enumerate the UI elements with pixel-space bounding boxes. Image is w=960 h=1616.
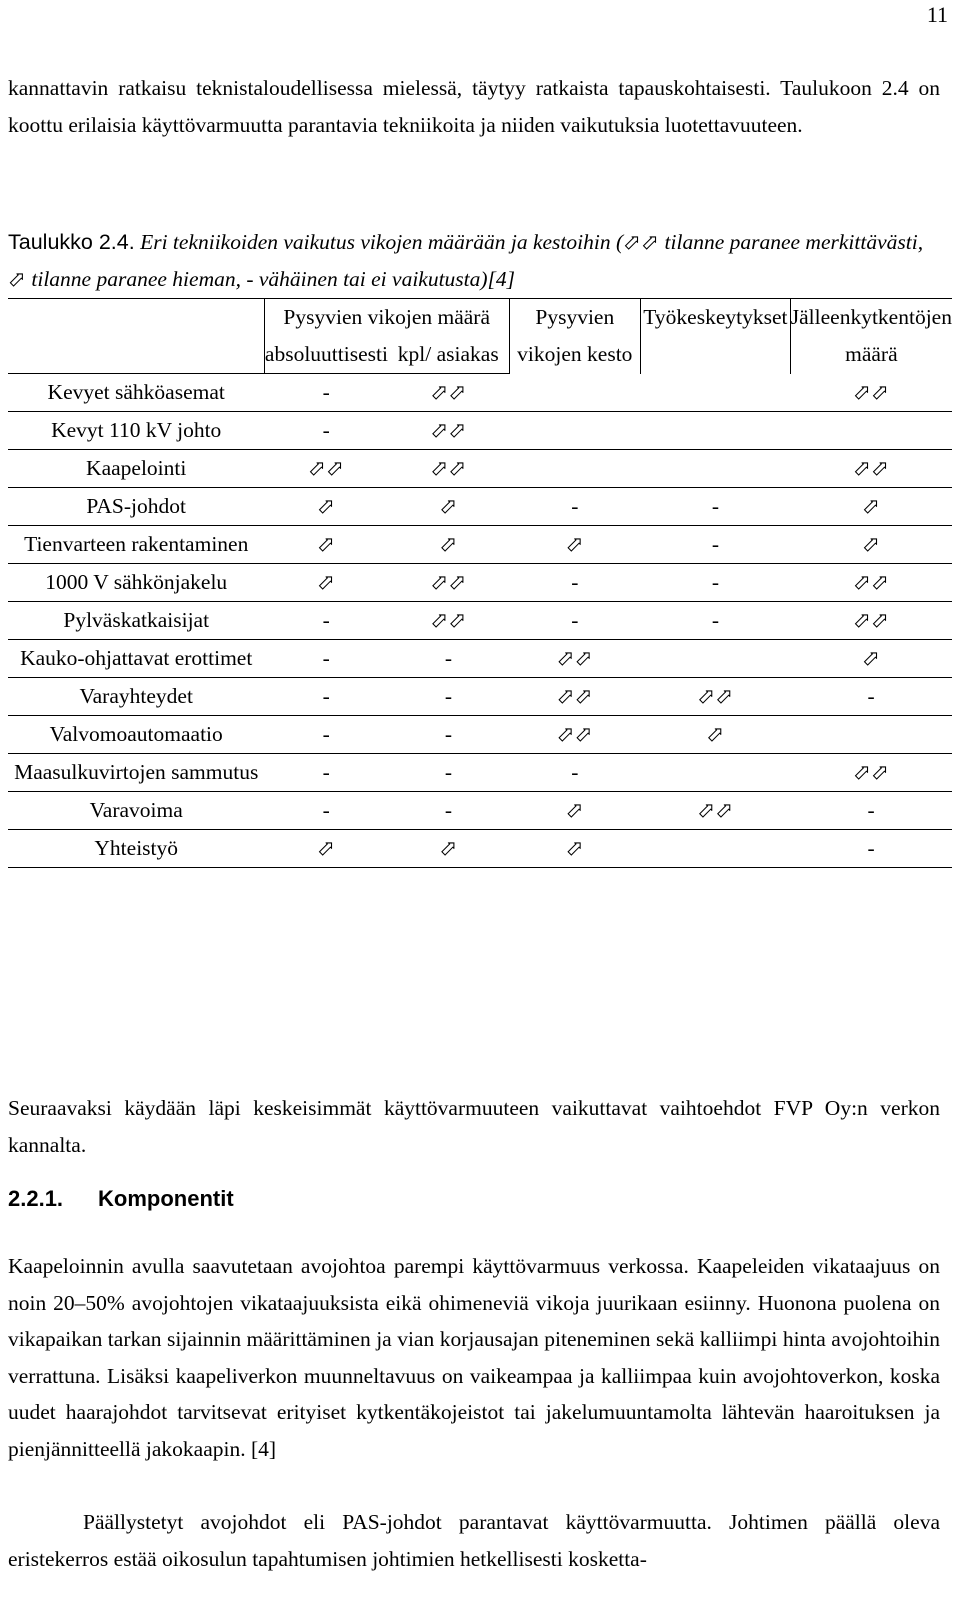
row-value-c4: ⬀ [641, 716, 791, 754]
header-defect-count: Pysyvien vikojen määrä [264, 299, 509, 337]
row-value-c3: ⬀⬀ [509, 678, 641, 716]
table-row [8, 564, 952, 602]
row-value-c4: ⬀⬀ [641, 792, 791, 830]
row-label: Kaapelointi [8, 450, 264, 488]
header-per-customer: kpl/ asiakas [388, 336, 509, 374]
row-value-c2: ⬀ [388, 488, 509, 526]
row-value-c2: ⬀⬀ [388, 564, 509, 602]
row-value-c1: ⬀ [264, 564, 388, 602]
row-value-c3 [509, 412, 641, 450]
row-value-c4 [641, 374, 791, 412]
row-value-c2: ⬀⬀ [388, 374, 509, 412]
row-value-c2: - [388, 640, 509, 678]
row-value-c3: ⬀ [509, 792, 641, 830]
row-value-c5: ⬀ [790, 488, 952, 526]
caption-label: Taulukko 2.4. [8, 230, 135, 254]
row-value-c4: - [641, 602, 791, 640]
row-value-c5 [790, 412, 952, 450]
row-value-c1: - [264, 792, 388, 830]
row-value-c1: ⬀ [264, 488, 388, 526]
row-value-c2: ⬀ [388, 830, 509, 868]
intro-paragraph: kannattavin ratkaisu teknistaloudellisessa mielessä, täytyy ratkaista tapauskohtaisesti. Taulukoon 2.4 on koottu erilaisia käyttövarmuutta parantavia tekniikoita ja niiden vaikutuksia luotettavuuteen. [8, 76, 940, 137]
row-value-c4 [641, 754, 791, 792]
table-row [8, 640, 952, 678]
row-value-c4: ⬀⬀ [641, 678, 791, 716]
row-value-c3: ⬀ [509, 526, 641, 564]
row-value-c1: ⬀ [264, 526, 388, 564]
table-row [8, 526, 952, 564]
row-value-c4: - [641, 488, 791, 526]
row-value-c2: ⬀⬀ [388, 602, 509, 640]
row-value-c5: ⬀⬀ [790, 602, 952, 640]
table-row [8, 716, 952, 754]
row-value-c1: - [264, 754, 388, 792]
section-title: Komponentit [98, 1186, 234, 1211]
row-value-c2: ⬀⬀ [388, 450, 509, 488]
header-defect-duration: Pysyvien vikojen kesto [509, 299, 641, 374]
row-value-c5: - [790, 830, 952, 868]
row-label: Varavoima [8, 792, 264, 830]
row-value-c3: ⬀⬀ [509, 716, 641, 754]
paragraph-pas: Päällystetyt avojohdot eli PAS-johdot parantavat käyttövarmuutta. Johtimen päällä oleva eristekerros estää oikosulun tapahtumisen johtimien hetkellisesti kosketta- [8, 1510, 940, 1571]
table-row [8, 830, 952, 868]
header-absolute: absoluuttisesti [264, 336, 388, 374]
caption-text: Eri tekniikoiden vaikutus vikojen määrään ja kestoihin (⬀⬀ tilanne paranee merkittävästi, ⬀ tilanne paranee hieman, - vähäinen tai ei vaikutusta)[4] [8, 230, 924, 291]
row-value-c3: - [509, 488, 641, 526]
row-value-c2: - [388, 792, 509, 830]
row-value-c5: - [790, 792, 952, 830]
row-value-c3 [509, 450, 641, 488]
effects-table [8, 298, 952, 868]
row-value-c4: - [641, 526, 791, 564]
row-value-c5: ⬀⬀ [790, 754, 952, 792]
row-value-c2: - [388, 678, 509, 716]
row-value-c1: - [264, 602, 388, 640]
table-row [8, 754, 952, 792]
row-value-c5: ⬀ [790, 526, 952, 564]
row-value-c4 [641, 830, 791, 868]
table-caption [8, 224, 940, 297]
row-value-c1: ⬀⬀ [264, 450, 388, 488]
row-label: Varayhteydet [8, 678, 264, 716]
paragraph-cabling: Kaapeloinnin avulla saavutetaan avojohtoa parempi käyttövarmuus verkossa. Kaapeleiden vikataajuus on noin 20–50% avojohtojen vikataajuuksista eikä ohimeneviä vikoja juurikaan esiinny. Huonona puolena on vikapaikan tarkan sijainnin määrittäminen ja vian korjausajan piteneminen sekä kalliimpi hinta avojohtoihin verrattuna. Lisäksi kaapeliverkon muunneltavuus on vaikeampaa ja kalliimpaa kuin avojohtoverkon, koska uudet haarajohdot tarvitsevat erityiset kytkentäkojeistot tai jakelumuuntamolta lähtevän haaroituksen ja pienjännitteellä jakokaapin. [4] [8, 1254, 940, 1461]
row-label: Valvomoautomaatio [8, 716, 264, 754]
row-value-c3: ⬀⬀ [509, 640, 641, 678]
row-value-c1: - [264, 678, 388, 716]
row-value-c5 [790, 716, 952, 754]
row-value-c2: ⬀⬀ [388, 412, 509, 450]
table-row [8, 678, 952, 716]
row-value-c5: - [790, 678, 952, 716]
row-value-c3: - [509, 754, 641, 792]
row-label: PAS-johdot [8, 488, 264, 526]
row-value-c4 [641, 412, 791, 450]
row-value-c3: - [509, 602, 641, 640]
row-value-c2: ⬀ [388, 526, 509, 564]
row-label: Kevyet sähköasemat [8, 374, 264, 412]
row-value-c4: - [641, 564, 791, 602]
row-value-c1: - [264, 716, 388, 754]
table-row [8, 374, 952, 412]
row-value-c5: ⬀⬀ [790, 450, 952, 488]
row-value-c3: ⬀ [509, 830, 641, 868]
row-label: 1000 V sähkönjakelu [8, 564, 264, 602]
row-label: Yhteistyö [8, 830, 264, 868]
row-value-c1: - [264, 374, 388, 412]
section-number: 2.2.1. [8, 1186, 64, 1211]
row-value-c4 [641, 450, 791, 488]
row-label: Pylväskatkaisijat [8, 602, 264, 640]
row-value-c2: - [388, 716, 509, 754]
row-label: Tienvarteen rakentaminen [8, 526, 264, 564]
row-value-c1: - [264, 640, 388, 678]
row-value-c4 [641, 640, 791, 678]
row-value-c1: - [264, 412, 388, 450]
page-number: 11 [926, 2, 948, 27]
row-value-c5: ⬀⬀ [790, 564, 952, 602]
table-row [8, 488, 952, 526]
row-value-c2: - [388, 754, 509, 792]
table-row [8, 412, 952, 450]
header-reclosings: Jälleenkytkentöjen määrä [790, 299, 952, 374]
section-heading [8, 1186, 234, 1212]
row-value-c3 [509, 374, 641, 412]
row-label: Kauko-ohjattavat erottimet [8, 640, 264, 678]
header-work-outages: Työkeskeytykset [641, 299, 791, 374]
table-row [8, 450, 952, 488]
table-row [8, 602, 952, 640]
row-value-c3: - [509, 564, 641, 602]
row-value-c1: ⬀ [264, 830, 388, 868]
paragraph-next: Seuraavaksi käydään läpi keskeisimmät käyttövarmuuteen vaikuttavat vaihtoehdot FVP Oy:n verkon kannalta. [8, 1096, 940, 1157]
row-label: Maasulkuvirtojen sammutus [8, 754, 264, 792]
row-label: Kevyt 110 kV johto [8, 412, 264, 450]
table-row [8, 792, 952, 830]
row-value-c5: ⬀ [790, 640, 952, 678]
row-value-c5: ⬀⬀ [790, 374, 952, 412]
